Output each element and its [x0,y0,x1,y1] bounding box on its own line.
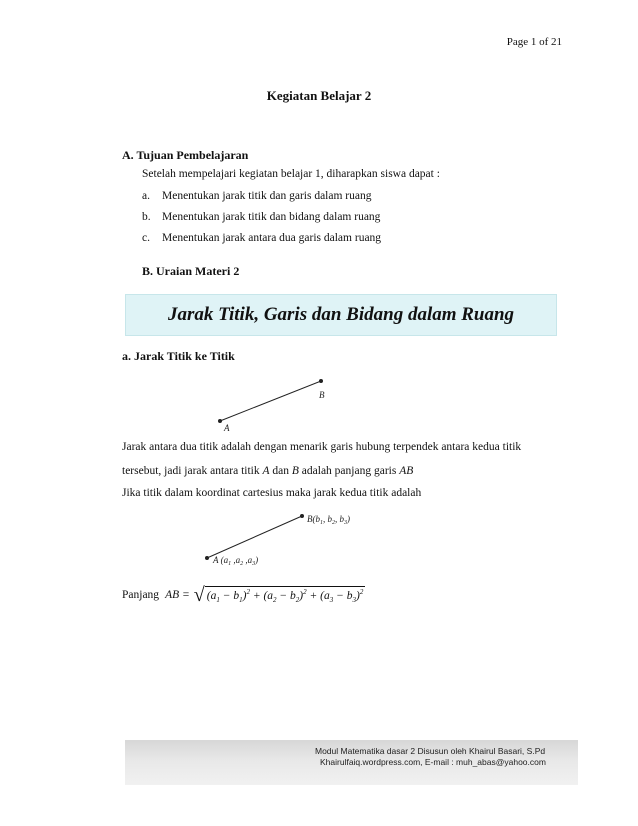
segment-ab-ref: AB [399,465,414,477]
formula-lhs: AB = [165,589,190,602]
paragraph-line: Jika titik dalam koordinat cartesius maka jarak kedua titik adalah [122,487,422,499]
point-b-dot [300,514,304,518]
point-a-dot [218,419,222,423]
page-number: Page 1 of 21 [506,36,562,48]
paragraph-text: adalah panjang garis [298,465,400,477]
paragraph-line: Jarak antara dua titik adalah dengan menarik garis hubung terpendek antara kedua titik [122,441,522,453]
list-item [142,210,381,231]
paragraph-text: dan [269,465,292,477]
coord-text: B(b [307,514,320,524]
formula-label: Panjang [122,589,160,602]
distance-formula [122,586,365,604]
page-title: Kegiatan Belajar 2 [266,88,372,103]
list-marker: b. [142,211,151,223]
coordinate-figure [195,507,380,569]
list-marker: a. [142,190,150,202]
list-item-text: Menentukan jarak antara dua garis dalam ruang [162,232,382,244]
radicand: $(a_1 - b_1)^2 + (a_2 - b_2)^2 + (a_3 - b_3)^2$ [206,588,364,605]
footer-line-1: Modul Matematika dasar 2 Disusun oleh Khairul Basari, S.Pd [315,746,546,756]
point-b-label: B [319,390,325,400]
coord-text: A (a [213,555,229,565]
segment-ab [220,381,321,421]
paragraph-line [122,465,413,477]
point-to-point-figure [200,372,360,434]
footer-line-2: Khairulfaiq.wordpress.com, E-mail : muh_abas@yahoo.com [320,757,546,767]
page-footer [125,740,578,785]
radical-sign: √ [193,584,205,606]
point-a-dot [205,556,209,560]
section-b-heading: B. Uraian Materi 2 [142,264,240,278]
banner-title: Jarak Titik, Garis dan Bidang dalam Ruang [167,304,515,325]
point-b-ref: B [291,465,299,477]
topic-banner [125,294,557,336]
paragraph-text: tersebut, jadi jarak antara titik [122,465,263,477]
list-item [142,189,381,210]
point-b-dot [319,379,323,383]
section-a-heading: A. Tujuan Pembelajaran [122,148,249,162]
list-item-text: Menentukan jarak titik dan bidang dalam ruang [162,211,381,223]
objectives-list [142,189,381,252]
square-root [194,586,366,604]
list-item [142,231,381,252]
list-marker: c. [142,232,150,244]
point-a-coord-label: A ($a_1$ $,a_2$ $,a_3$) [213,555,259,567]
point-a-ref: A [262,465,270,477]
subsection-a-heading: a. Jarak Titik ke Titik [122,349,235,363]
section-a-intro: Setelah mempelajari kegiatan belajar 1, diharapkan siswa dapat : [142,168,440,180]
segment-ab [207,516,302,558]
point-b-coord-label: $B(b_1$, $b_2$, $b_3$) [307,514,350,526]
list-item-text: Menentukan jarak titik dan garis dalam ruang [162,190,372,202]
point-a-label: A [224,423,230,433]
